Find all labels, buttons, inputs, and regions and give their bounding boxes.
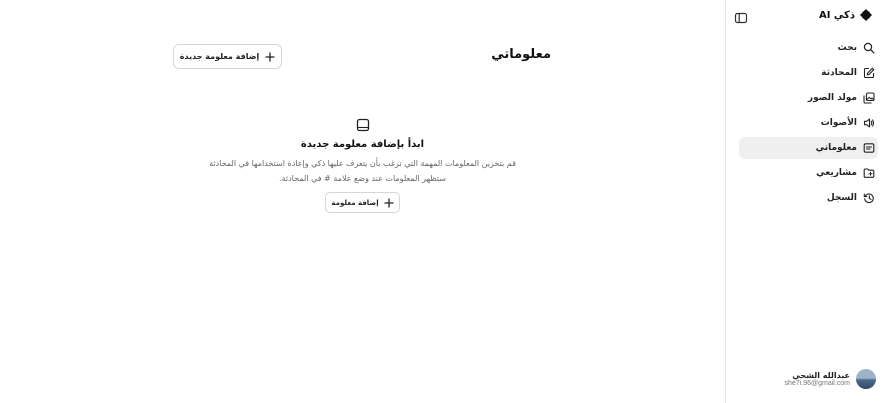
add-memory-button[interactable]	[173, 44, 282, 69]
empty-state-description-line: قم بتخزين المعلومات المهمة التي ترغب بأن يتعرف عليها ذكي وإعادة استخدامها في المحادثة	[209, 159, 516, 168]
sidebar-item-projects[interactable]	[739, 162, 878, 184]
memory-icon	[356, 118, 370, 132]
sidebar-item-label: الأصوات	[820, 118, 857, 128]
sidebar-item-label: مولد الصور	[807, 93, 857, 103]
empty-state-title: ابدأ بإضافة معلومة جديدة	[300, 139, 425, 150]
sidebar-item-label: بحث	[837, 43, 857, 53]
add-memory-button-label: إضافة معلومة جديدة	[179, 52, 260, 61]
sidebar-nav	[739, 37, 878, 212]
user-info	[785, 371, 850, 387]
sidebar-item-voices[interactable]	[739, 112, 878, 134]
sidebar-item-search[interactable]	[739, 37, 878, 59]
folder-icon	[863, 167, 875, 179]
sidebar-toggle-icon[interactable]	[734, 11, 748, 25]
sidebar-item-chat[interactable]	[739, 62, 878, 84]
user-email: she7i.96@gmail.com	[784, 380, 850, 387]
images-icon	[863, 92, 875, 104]
audio-icon	[863, 117, 875, 129]
search-icon	[863, 42, 875, 54]
plus-icon	[384, 198, 394, 208]
page-title: معلوماتي	[491, 47, 551, 62]
sidebar	[725, 0, 883, 403]
sidebar-item-label: مشاريعي	[816, 168, 857, 178]
empty-state	[0, 118, 725, 213]
logo-icon	[859, 8, 873, 22]
brand[interactable]	[819, 8, 873, 22]
add-memory-empty-button-label: إضافة معلومة	[331, 198, 379, 207]
memory-icon	[863, 142, 875, 154]
brand-name: ذكي AI	[818, 9, 855, 21]
sidebar-item-label: معلوماتي	[815, 143, 857, 153]
add-memory-empty-button[interactable]	[325, 192, 400, 213]
edit-icon	[863, 67, 875, 79]
sidebar-item-history[interactable]	[739, 187, 878, 209]
avatar	[856, 369, 876, 389]
sidebar-item-label: المحادثة	[821, 68, 857, 78]
sidebar-header	[726, 8, 883, 28]
user-name: عبدالله الشحي	[792, 371, 850, 380]
plus-icon	[265, 52, 275, 62]
empty-state-description-line: ستظهر المعلومات عند وضع علامة # في المحادثة.	[279, 174, 446, 183]
sidebar-item-label: السجل	[826, 193, 857, 203]
sidebar-item-memories[interactable]	[739, 137, 878, 159]
history-icon	[863, 192, 875, 204]
user-profile[interactable]	[785, 369, 876, 389]
sidebar-item-image-generator[interactable]	[739, 87, 878, 109]
empty-state-description	[0, 156, 725, 186]
